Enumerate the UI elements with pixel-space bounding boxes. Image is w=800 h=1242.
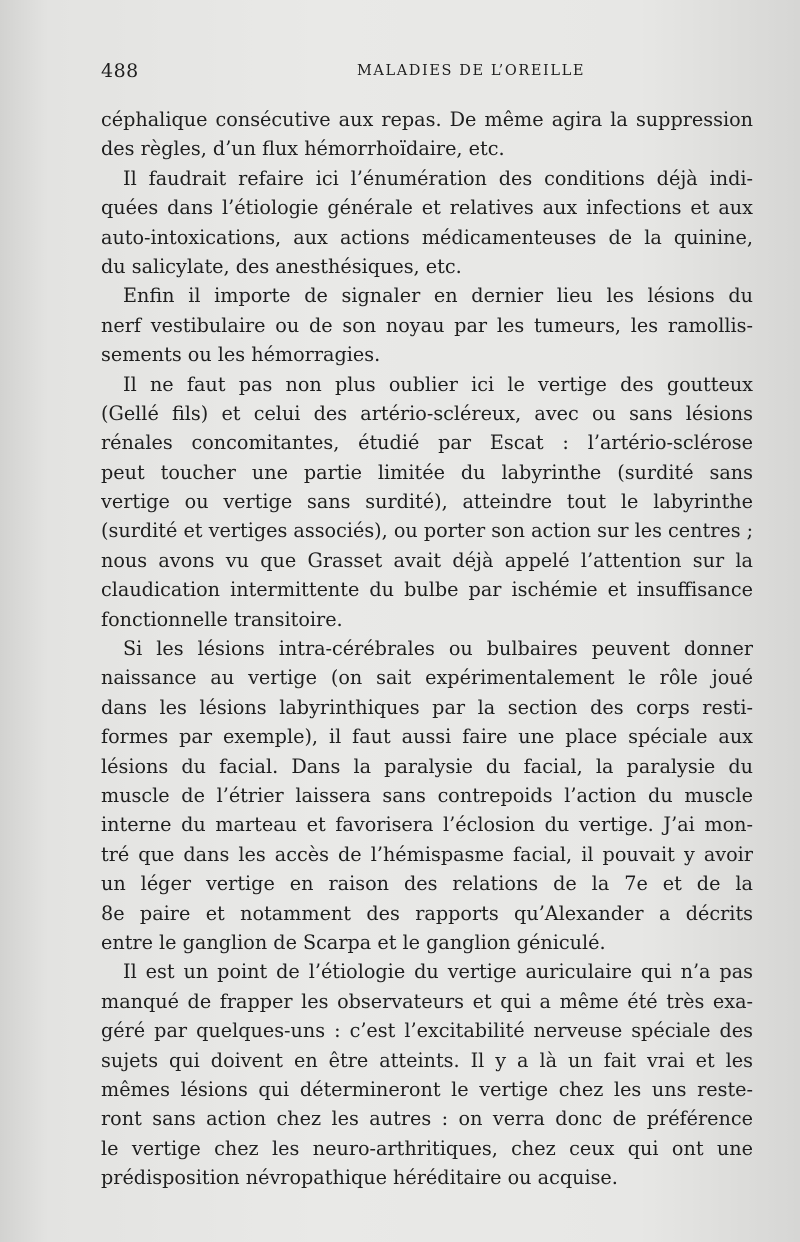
text-line: nerf vestibulaire ou de son noyau par les tumeurs, les ramollis-	[101, 313, 753, 337]
text-line: quées dans l’étiologie générale et relatives aux infections et aux	[101, 196, 753, 220]
text-line: prédisposition névropathique héréditaire ou acquise.	[101, 1166, 618, 1190]
text-line: manqué de frapper les observateurs et qui a même été très exa-	[101, 989, 753, 1013]
page-number: 488	[101, 60, 139, 82]
text-line: 8e paire et notamment des rapports qu’Alexander a décrits	[101, 901, 753, 925]
text-line: (surdité et vertiges associés), ou porter son action sur les centres ;	[101, 519, 753, 543]
text-line: rénales concomitantes, étudié par Escat : l’artério-sclérose	[101, 431, 753, 455]
text-line: peut toucher une partie limitée du labyrinthe (surdité sans	[101, 460, 753, 484]
text-line: des règles, d’un flux hémorrhoïdaire, etc.	[101, 137, 505, 161]
text-line: un léger vertige en raison des relations de la 7e et de la	[101, 872, 753, 896]
text-line: fonctionnelle transitoire.	[101, 607, 343, 631]
text-line: Il est un point de l’étiologie du vertige auriculaire qui n’a pas	[123, 960, 753, 984]
text-line: dans les lésions labyrinthiques par la section des corps resti-	[101, 695, 753, 719]
text-line: vertige ou vertige sans surdité), atteindre tout le labyrinthe	[101, 490, 753, 514]
page-header	[101, 60, 753, 90]
text-line: ront sans action chez les autres : on verra donc de préférence	[101, 1107, 753, 1131]
text-line: Enfin il importe de signaler en dernier lieu les lésions du	[123, 284, 753, 308]
text-line: naissance au vertige (on sait expérimentalement le rôle joué	[101, 666, 753, 690]
text-line: céphalique consécutive aux repas. De même agira la suppression	[101, 108, 753, 131]
body-text	[101, 105, 753, 1192]
text-line: entre le ganglion de Scarpa et le ganglion géniculé.	[101, 930, 606, 954]
text-line: Il ne faut pas non plus oublier ici le vertige des goutteux	[123, 372, 753, 396]
running-head: MALADIES DE L’OREILLE	[356, 63, 586, 79]
text-line: tré que dans les accès de l’hémispasme facial, il pouvait y avoir	[101, 842, 753, 866]
text-line: Si les lésions intra-cérébrales ou bulbaires peuvent donner	[123, 637, 753, 661]
text-line: le vertige chez les neuro-arthritiques, chez ceux qui ont une	[101, 1136, 753, 1160]
text-line: sements ou les hémorragies.	[101, 343, 381, 367]
text-line: Il faudrait refaire ici l’énumération des conditions déjà indi-	[123, 166, 753, 190]
text-line: formes par exemple), il faut aussi faire une place spéciale aux	[101, 725, 753, 749]
text-line: mêmes lésions qui détermineront le vertige chez les uns reste-	[101, 1077, 753, 1101]
text-line: du salicylate, des anesthésiques, etc.	[101, 254, 462, 278]
text-line: auto-intoxications, aux actions médicamenteuses de la quinine,	[101, 225, 753, 249]
text-line: claudication intermittente du bulbe par ischémie et insuffisance	[101, 578, 753, 602]
text-line: lésions du facial. Dans la paralysie du facial, la paralysie du	[101, 754, 753, 778]
text-line: géré par quelques-uns : c’est l’excitabilité nerveuse spéciale des	[101, 1019, 753, 1043]
text-line: interne du marteau et favorisera l’éclosion du vertige. J’ai mon-	[101, 813, 753, 837]
text-line: sujets qui doivent en être atteints. Il y a là un fait vrai et les	[101, 1048, 753, 1072]
text-line: (Gellé fils) et celui des artério-scléreux, avec ou sans lésions	[101, 401, 753, 425]
text-line: muscle de l’étrier laissera sans contrepoids l’action du muscle	[101, 783, 753, 807]
text-line: nous avons vu que Grasset avait déjà appelé l’attention sur la	[101, 548, 753, 572]
